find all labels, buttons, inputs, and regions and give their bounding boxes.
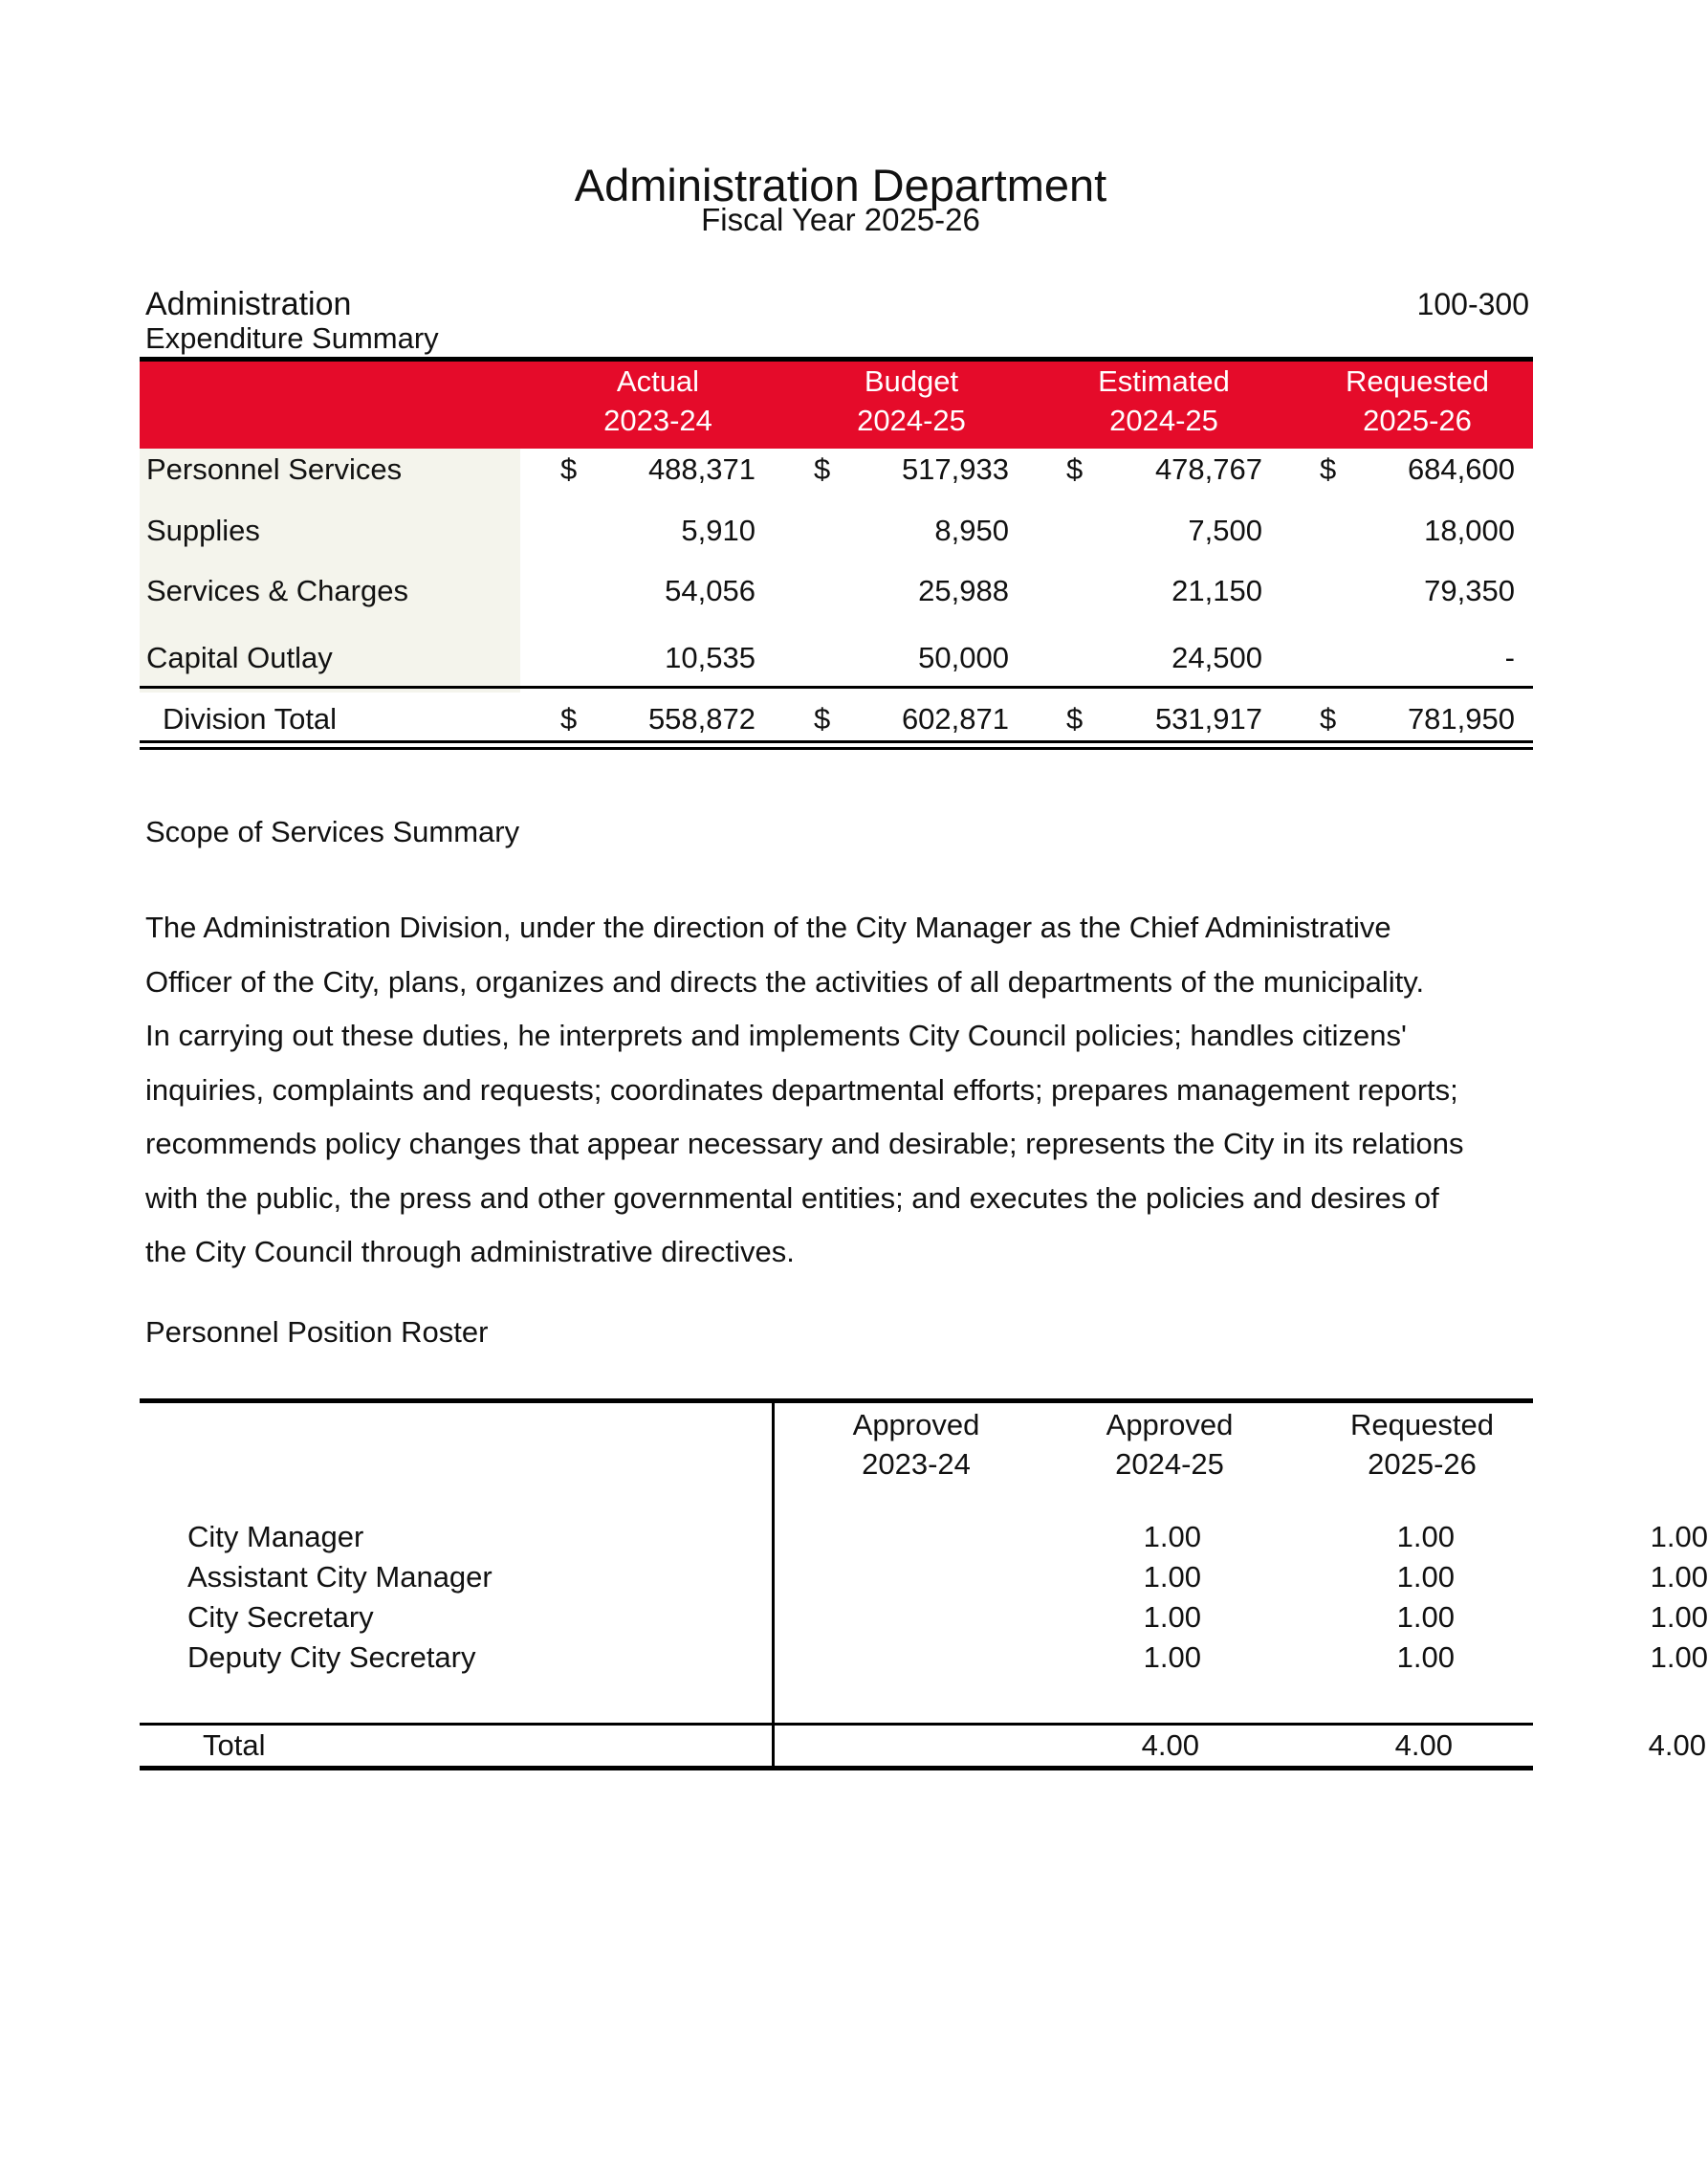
dollar-sign: $ [1066,452,1084,486]
position-title: Deputy City Secretary [187,1640,476,1674]
scope-line: Officer of the City, plans, organizes and directs the activities of all departments of the municipality. [145,964,1425,999]
double-rule-lower [140,747,1533,750]
cell-value: 5,910 [681,514,755,547]
total-value: 602,871 [901,702,1009,736]
row-label-supplies: Supplies [146,514,260,547]
position-value: 1.00 [1396,1560,1455,1594]
roster-total-value: 4.00 [1394,1728,1453,1762]
cell-value: 50,000 [918,641,1009,674]
position-title: City Manager [187,1520,364,1553]
scope-line: recommends policy changes that appear necessary and desirable; represents the City in its relations [145,1127,1464,1160]
scope-line: In carrying out these duties, he interprets and implements City Council policies; handles citizens' [145,1019,1407,1052]
page-subtitle: Fiscal Year 2025-26 [701,202,980,237]
row-label-division-total: Division Total [163,702,338,736]
expenditure-summary-label: Expenditure Summary [145,321,439,355]
dollar-sign: $ [814,702,831,736]
cell-value: 18,000 [1424,514,1515,547]
roster-bottom-rule [140,1766,1533,1770]
position-value: 1.00 [1143,1560,1201,1594]
row-label-personnel-services: Personnel Services [146,452,403,486]
cell-value: 8,950 [934,514,1009,547]
roster-heading: Personnel Position Roster [145,1315,489,1349]
position-value: 1.00 [1396,1600,1455,1634]
position-value: 1.00 [1650,1600,1708,1634]
total-value: 781,950 [1407,702,1515,736]
cell-value: - [1504,641,1515,674]
total-value: 531,917 [1154,702,1262,736]
division-name: Administration [145,286,352,322]
cell-value: 7,500 [1188,514,1262,547]
roster-table [140,1398,1708,1771]
scope-line: The Administration Division, under the direction of the City Manager as the Chief Administrative [145,911,1391,944]
total-rule [140,686,1533,689]
dollar-sign: $ [1066,702,1084,736]
roster-column-header: Approved 2023-24 [852,1408,980,1481]
roster-total-value: 4.00 [1141,1728,1199,1762]
cell-value: 10,535 [665,641,755,674]
roster-divider [772,1403,775,1770]
position-title: City Secretary [187,1600,374,1634]
dollar-sign: $ [1320,452,1337,486]
scope-paragraph [145,901,1542,1280]
division-code: 100-300 [1416,287,1529,321]
dollar-sign: $ [1320,702,1337,736]
double-rule-upper [140,740,1533,743]
position-title: Assistant City Manager [187,1560,493,1594]
scope-heading: Scope of Services Summary [145,815,520,848]
position-value: 1.00 [1650,1560,1708,1594]
position-value: 1.00 [1650,1520,1708,1553]
row-label-services-charges: Services & Charges [146,574,408,607]
column-header-requested: Requested 2025-26 [1346,364,1489,437]
cell-value: 24,500 [1172,641,1262,674]
cell-value: 21,150 [1172,574,1262,607]
cell-value: 517,933 [901,452,1009,486]
total-value: 558,872 [647,702,755,736]
scope-line: the City Council through administrative directives. [145,1235,795,1268]
cell-value: 488,371 [647,452,755,486]
expenditure-header [140,362,1533,449]
row-label-capital-outlay: Capital Outlay [146,641,333,674]
roster-column-header: Requested 2025-26 [1350,1408,1494,1481]
column-header-actual: Actual 2023-24 [603,364,712,437]
cell-value: 684,600 [1407,452,1515,486]
dollar-sign: $ [560,702,578,736]
roster-top-rule [140,1398,1533,1403]
cell-value: 79,350 [1424,574,1515,607]
dollar-sign: $ [814,452,831,486]
roster-column-header: Approved 2024-25 [1106,1408,1234,1481]
cell-value: 54,056 [665,574,755,607]
position-value: 1.00 [1650,1640,1708,1674]
cell-value: 478,767 [1154,452,1262,486]
position-value: 1.00 [1143,1640,1201,1674]
roster-total-label: Total [203,1728,266,1762]
position-value: 1.00 [1396,1640,1455,1674]
position-value: 1.00 [1396,1520,1455,1553]
scope-line: with the public, the press and other governmental entities; and executes the policies and desires of [145,1180,1439,1215]
position-value: 1.00 [1143,1600,1201,1634]
cell-value: 25,988 [918,574,1009,607]
dollar-sign: $ [560,452,578,486]
page-title: Administration Department [574,160,1107,210]
position-value: 1.00 [1143,1520,1201,1553]
scope-line: inquiries, complaints and requests; coordinates departmental efforts; prepares management reports; [145,1072,1458,1107]
roster-total-value: 4.00 [1648,1728,1706,1762]
column-header-budget: Budget 2024-25 [857,364,966,437]
column-header-estimated: Estimated 2024-25 [1098,364,1230,437]
